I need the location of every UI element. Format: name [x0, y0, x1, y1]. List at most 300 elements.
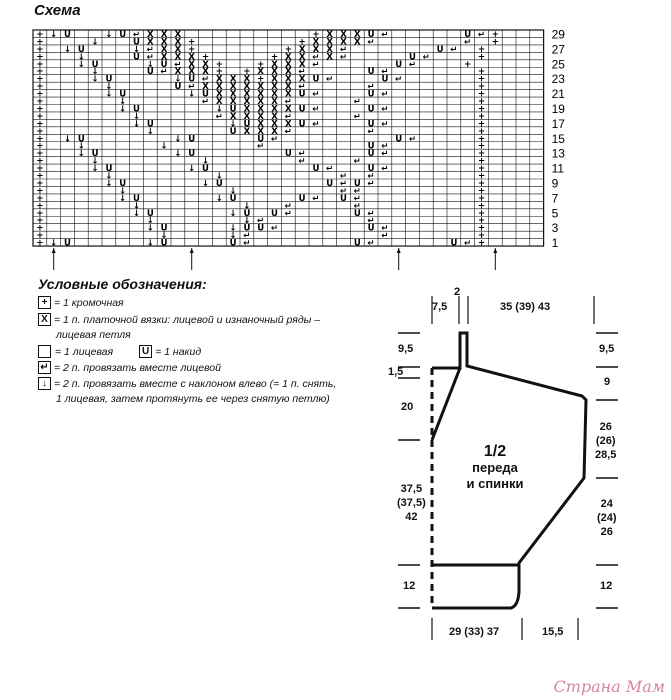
chart-cell-symbol: ↓: [174, 134, 182, 145]
chart-cell-symbol: +: [477, 89, 486, 100]
chart-cell-symbol: ↓: [215, 104, 223, 115]
legend-item-ssk-cont: [56, 393, 330, 405]
chart-cell-symbol: ↵: [326, 164, 334, 175]
chart-cell-symbol: +: [477, 104, 486, 115]
chart-cell-symbol: ↓: [91, 37, 99, 48]
chart-cell-symbol: ↵: [270, 223, 279, 234]
chart-cell-symbol: +: [36, 208, 44, 219]
chart-cell-symbol: ↓: [50, 238, 58, 249]
row-number: 29: [551, 27, 565, 42]
chart-cell-symbol: ↓: [201, 156, 210, 167]
chart-cell-symbol: ↵: [174, 59, 182, 70]
dim-right-3: 26 (26) 28,5: [595, 421, 617, 461]
chart-cell-symbol: X: [285, 59, 292, 70]
chart-cell-symbol: ↓: [146, 238, 154, 249]
row-number: 15: [551, 131, 565, 146]
chart-cell-symbol: +: [477, 44, 486, 55]
chart-cell-symbol: U: [133, 52, 140, 63]
chart-cell-symbol: +: [36, 37, 44, 48]
chart-cell-symbol: +: [36, 29, 44, 40]
chart-cell-symbol: U: [77, 134, 85, 145]
row-number: 23: [551, 72, 565, 87]
chart-cell-symbol: U: [257, 134, 265, 145]
chart-cell-symbol: +: [477, 111, 486, 122]
repeat-arrow: [493, 248, 497, 253]
chart-cell-symbol: U: [367, 164, 375, 175]
chart-cell-symbol: U: [133, 193, 140, 204]
chart-cell-symbol: X: [285, 74, 292, 85]
chart-cell-symbol: ↵: [284, 97, 292, 107]
chart-cell-symbol: ↓: [91, 156, 99, 167]
chart-cell-symbol: X: [257, 119, 264, 130]
chart-cell-symbol: +: [36, 156, 44, 167]
chart-cell-symbol: X: [285, 104, 292, 115]
chart-cell-symbol: X: [147, 29, 154, 40]
knit-stitch-symbol: [38, 345, 51, 358]
chart-cell-symbol: X: [243, 74, 251, 85]
chart-cell-symbol: ↵: [353, 193, 361, 204]
chart-cell-symbol: +: [477, 164, 486, 175]
chart-cell-symbol: ↵: [381, 149, 389, 160]
chart-cell-symbol: ↓: [215, 171, 223, 182]
chart-cell-symbol: ↓: [119, 186, 127, 197]
chart-cell-symbol: ↵: [298, 82, 306, 93]
chart-cell-symbol: +: [36, 74, 44, 85]
chart-cell-symbol: U: [298, 104, 306, 115]
legend-item-knit: [38, 345, 201, 358]
chart-cell-symbol: U: [105, 164, 113, 175]
chart-cell-symbol: ↵: [270, 134, 279, 145]
chart-cell-symbol: X: [271, 97, 278, 107]
piece-name-2: и спинки: [466, 476, 524, 491]
row-number: 21: [551, 87, 565, 102]
chart-cell-symbol: X: [160, 52, 168, 63]
chart-cell-symbol: X: [271, 126, 278, 137]
chart-cell-symbol: +: [477, 67, 486, 78]
chart-cell-symbol: ↓: [160, 141, 168, 152]
chart-cell-symbol: ↵: [381, 223, 389, 234]
chart-cell-symbol: ↵: [381, 231, 389, 242]
repeat-arrow: [52, 248, 56, 253]
chart-cell-symbol: X: [243, 82, 251, 93]
chart-cell-symbol: +: [36, 97, 44, 107]
chart-cell-symbol: X: [174, 52, 182, 63]
chart-cell-symbol: ↓: [243, 216, 251, 227]
chart-cell-symbol: X: [188, 67, 195, 78]
dim-top-strap: 2: [454, 286, 461, 298]
chart-cell-symbol: X: [147, 37, 154, 48]
legend-text: 1 лицевая, затем протянуть ее через снятую петлю): [56, 393, 330, 405]
chart-cell-symbol: +: [36, 134, 44, 145]
chart-cell-symbol: X: [271, 74, 278, 85]
chart-cell-symbol: ↵: [284, 111, 292, 122]
chart-cell-symbol: ↓: [146, 223, 154, 234]
chart-cell-symbol: X: [298, 74, 306, 85]
knitting-chart: [0, 0, 671, 275]
chart-cell-symbol: ↓: [91, 67, 99, 78]
chart-cell-symbol: ↵: [395, 74, 403, 85]
chart-cell-symbol: U: [119, 89, 127, 100]
chart-cell-symbol: U: [215, 178, 223, 189]
chart-cell-symbol: +: [36, 201, 44, 212]
chart-cell-symbol: ↵: [450, 44, 458, 55]
chart-cell-symbol: ↓: [188, 164, 196, 175]
chart-cell-symbol: U: [409, 52, 416, 63]
k2tog-symbol: ↵: [38, 361, 51, 374]
chart-cell-symbol: X: [298, 59, 306, 70]
chart-cell-symbol: ↵: [339, 186, 348, 197]
chart-cell-symbol: ↓: [229, 223, 237, 234]
chart-cell-symbol: ↵: [353, 111, 361, 122]
chart-cell-symbol: ↵: [367, 171, 375, 182]
chart-cell-symbol: X: [188, 59, 195, 70]
row-number: 27: [551, 42, 565, 57]
chart-cell-symbol: ↵: [201, 97, 210, 107]
chart-cell-symbol: X: [160, 44, 168, 55]
chart-cell-symbol: X: [354, 29, 361, 40]
chart-cell-symbol: ↵: [353, 97, 361, 107]
chart-cell-symbol: ↓: [63, 134, 72, 145]
chart-cell-symbol: X: [216, 89, 223, 100]
chart-cell-symbol: ↵: [367, 126, 375, 137]
chart-cell-symbol: X: [243, 97, 251, 107]
dim-left-4: 37,5 (37,5) 42: [397, 483, 426, 523]
chart-cell-symbol: X: [312, 44, 320, 55]
chart-cell-symbol: +: [477, 238, 486, 249]
chart-cell-symbol: X: [271, 59, 278, 70]
chart-cell-symbol: X: [257, 89, 264, 100]
chart-cell-symbol: ↓: [77, 149, 85, 160]
chart-cell-symbol: ↵: [367, 238, 375, 249]
chart-cell-symbol: U: [119, 178, 127, 189]
chart-cell-symbol: U: [257, 223, 265, 234]
chart-cell-symbol: ↵: [326, 74, 334, 85]
chart-cell-symbol: ↓: [91, 74, 99, 85]
legend-text: = 1 накид: [155, 345, 202, 358]
chart-cell-symbol: ↓: [105, 29, 113, 40]
chart-cell-symbol: ↓: [63, 44, 72, 55]
chart-cell-symbol: +: [36, 104, 44, 115]
chart-cell-symbol: ↵: [298, 67, 306, 78]
legend-text: = 2 п. провязать вместе с наклоном влево (= 1 п. снять,: [54, 377, 337, 390]
chart-cell-symbol: +: [477, 208, 486, 219]
chart-cell-symbol: U: [243, 208, 251, 219]
repeat-arrow: [397, 248, 401, 253]
chart-cell-symbol: +: [36, 223, 44, 234]
chart-cell-symbol: ↵: [381, 119, 389, 130]
chart-cell-symbol: U: [367, 223, 375, 234]
chart-cell-symbol: U: [243, 223, 251, 234]
row-number: 3: [551, 221, 559, 236]
chart-cell-symbol: ↓: [215, 193, 223, 204]
chart-cell-symbol: X: [216, 82, 223, 93]
chart-cell-symbol: +: [36, 59, 44, 70]
chart-cell-symbol: X: [285, 119, 292, 130]
chart-cell-symbol: X: [271, 82, 278, 93]
chart-cell-symbol: +: [477, 126, 486, 137]
chart-cell-symbol: +: [188, 37, 196, 48]
chart-cell-symbol: U: [91, 149, 99, 160]
chart-cell-symbol: ↵: [408, 134, 417, 145]
chart-cell-symbol: U: [188, 149, 196, 160]
chart-cell-symbol: ↓: [146, 59, 154, 70]
legend-text: = 1 кромочная: [54, 296, 124, 309]
chart-cell-symbol: +: [477, 74, 486, 85]
dim-right-2: 9: [604, 376, 611, 388]
chart-cell-symbol: U: [133, 37, 140, 48]
chart-cell-symbol: +: [312, 29, 320, 40]
chart-cell-symbol: U: [160, 59, 168, 70]
legend-title: Условные обозначения:: [38, 276, 207, 292]
chart-cell-symbol: +: [36, 216, 44, 227]
dim-bottom-sleeve: 15,5: [542, 626, 564, 638]
chart-cell-symbol: +: [36, 82, 44, 93]
chart-cell-symbol: ↓: [105, 178, 113, 189]
chart-cell-symbol: U: [229, 104, 237, 115]
chart-cell-symbol: +: [36, 126, 44, 137]
chart-cell-symbol: +: [201, 52, 210, 63]
chart-cell-symbol: ↵: [381, 89, 389, 100]
chart-cell-symbol: X: [243, 104, 251, 115]
piece-name-1: переда: [472, 460, 518, 475]
chart-cell-symbol: ↓: [132, 44, 141, 55]
row-number: 1: [551, 236, 559, 251]
chart-cell-symbol: ↵: [339, 178, 348, 189]
chart-cell-symbol: ↵: [464, 37, 472, 48]
chart-cell-symbol: ↓: [146, 126, 154, 137]
chart-cell-symbol: X: [285, 89, 292, 100]
chart-cell-symbol: U: [450, 238, 458, 249]
chart-cell-symbol: ↵: [464, 238, 472, 249]
chart-cell-symbol: U: [160, 223, 168, 234]
chart-cell-symbol: +: [477, 149, 486, 160]
chart-cell-symbol: X: [174, 37, 182, 48]
chart-cell-symbol: ↵: [284, 201, 292, 212]
dim-left-3: 20: [401, 401, 414, 413]
chart-cell-symbol: U: [202, 164, 209, 175]
chart-cell-symbol: U: [464, 29, 472, 40]
chart-cell-symbol: ↵: [381, 67, 389, 78]
chart-cell-symbol: +: [36, 186, 44, 197]
chart-cell-symbol: +: [477, 119, 486, 130]
chart-cell-symbol: ↓: [174, 149, 182, 160]
chart-cell-symbol: U: [160, 238, 168, 249]
chart-cell-symbol: ↵: [312, 89, 320, 100]
chart-cell-symbol: U: [229, 238, 237, 249]
chart-cell-symbol: X: [326, 37, 333, 48]
chart-cell-symbol: ↵: [339, 52, 348, 63]
chart-cell-symbol: ↵: [312, 52, 320, 63]
legend-text: = 1 лицевая: [55, 345, 114, 358]
chart-cell-symbol: ↓: [132, 208, 141, 219]
chart-cell-symbol: +: [284, 44, 292, 55]
row-number: 19: [551, 101, 565, 116]
chart-cell-symbol: U: [188, 74, 196, 85]
chart-cell-symbol: +: [257, 74, 265, 85]
chart-cell-symbol: X: [285, 52, 292, 63]
chart-cell-symbol: X: [354, 37, 361, 48]
chart-cell-symbol: ↵: [312, 104, 320, 115]
chart-cell-symbol: ↵: [367, 82, 375, 93]
chart-cell-symbol: U: [188, 134, 196, 145]
chart-cell-symbol: ↵: [215, 111, 223, 122]
row-number: 7: [551, 191, 559, 206]
chart-cell-symbol: ↵: [367, 37, 375, 48]
chart-cell-symbol: ↓: [243, 201, 251, 212]
dim-left-5: 12: [403, 580, 416, 592]
legend-text: лицевая петля: [56, 329, 131, 341]
chart-cell-symbol: X: [271, 119, 278, 130]
chart-cell-symbol: U: [312, 164, 320, 175]
chart-cell-symbol: ↵: [422, 52, 430, 63]
chart-cell-symbol: X: [257, 82, 264, 93]
yarn-over-symbol: U: [139, 345, 152, 358]
chart-cell-symbol: +: [477, 82, 486, 93]
chart-cell-symbol: +: [36, 164, 44, 175]
chart-cell-symbol: U: [243, 119, 251, 130]
chart-cell-symbol: +: [36, 231, 44, 242]
row-number: 17: [551, 116, 565, 131]
chart-cell-symbol: U: [340, 193, 347, 204]
chart-cell-symbol: ↓: [119, 97, 127, 107]
chart-cell-symbol: ↓: [201, 178, 210, 189]
chart-cell-symbol: ↓: [119, 193, 127, 204]
chart-cell-symbol: U: [298, 89, 306, 100]
chart-cell-symbol: ↵: [298, 149, 306, 160]
chart-cell-symbol: ↓: [188, 89, 196, 100]
chart-cell-symbol: U: [367, 119, 375, 130]
chart-cell-symbol: U: [367, 29, 375, 40]
chart-cell-symbol: +: [270, 52, 279, 63]
chart-cell-symbol: X: [271, 67, 278, 78]
chart-cell-symbol: +: [36, 238, 44, 249]
chart-cell-symbol: X: [257, 111, 264, 122]
chart-cell-symbol: X: [271, 104, 278, 115]
chart-cell-symbol: X: [202, 82, 209, 93]
chart-cell-symbol: +: [36, 171, 44, 182]
dim-top-width: 35 (39) 43: [500, 301, 551, 313]
legend-text: = 1 п. платочной вязки: лицевой и изнаночный ряды –: [54, 313, 321, 326]
chart-cell-symbol: +: [477, 52, 486, 63]
chart-cell-symbol: U: [312, 74, 320, 85]
chart-cell-symbol: X: [326, 44, 333, 55]
chart-cell-symbol: ↵: [353, 156, 361, 167]
chart-cell-symbol: ↵: [160, 67, 168, 78]
piece-fraction: 1/2: [483, 443, 507, 460]
chart-cell-symbol: U: [119, 29, 127, 40]
chart-cell-symbol: X: [257, 67, 264, 78]
chart-cell-symbol: U: [298, 193, 306, 204]
chart-cell-symbol: U: [395, 134, 403, 145]
chart-cell-symbol: X: [174, 44, 182, 55]
dim-left-2: 1,5: [388, 366, 404, 378]
chart-cell-symbol: U: [367, 89, 375, 100]
chart-cell-symbol: X: [243, 111, 251, 122]
chart-cell-symbol: ↵: [257, 216, 265, 227]
chart-cell-symbol: +: [477, 193, 486, 204]
row-number: 11: [551, 161, 565, 176]
chart-cell-symbol: X: [298, 44, 306, 55]
chart-cell-symbol: +: [477, 97, 486, 107]
chart-cell-symbol: X: [229, 111, 237, 122]
chart-cell-symbol: X: [257, 126, 264, 137]
chart-cell-symbol: ↓: [91, 164, 99, 175]
chart-cell-symbol: U: [367, 141, 375, 152]
chart-cell-symbol: ↓: [146, 216, 154, 227]
chart-cell-symbol: ↵: [298, 156, 306, 167]
repeat-arrow: [190, 248, 194, 253]
chart-cell-symbol: U: [367, 67, 375, 78]
legend-item-edge: [38, 296, 124, 309]
piece-label: [455, 444, 535, 492]
chart-cell-symbol: ↵: [408, 59, 417, 70]
chart-cell-symbol: U: [395, 59, 403, 70]
watermark-logo: Страна Мам: [553, 677, 665, 696]
chart-cell-symbol: ↵: [367, 178, 375, 189]
chart-cell-symbol: U: [105, 74, 113, 85]
chart-title: Схема: [34, 2, 81, 19]
chart-cell-symbol: U: [436, 44, 444, 55]
legend-text: = 2 п. провязать вместе лицевой: [54, 361, 221, 374]
chart-cell-symbol: +: [477, 171, 486, 182]
chart-cell-symbol: ↓: [174, 74, 182, 85]
chart-cell-symbol: +: [188, 44, 196, 55]
chart-cell-symbol: ↵: [353, 201, 361, 212]
dim-right-4: 24 (24) 26: [597, 498, 617, 538]
chart-cell-symbol: U: [91, 59, 99, 70]
chart-cell-symbol: U: [381, 74, 389, 85]
chart-cell-symbol: U: [298, 119, 306, 130]
chart-cell-symbol: ↵: [146, 52, 154, 63]
chart-cell-symbol: +: [491, 37, 499, 48]
chart-cell-symbol: ↓: [229, 231, 237, 242]
chart-cell-symbol: +: [36, 149, 44, 160]
chart-cell-symbol: ↵: [188, 82, 196, 93]
chart-cell-symbol: X: [188, 52, 195, 63]
chart-cell-symbol: ↵: [132, 29, 141, 40]
chart-cell-symbol: X: [216, 74, 223, 85]
edge-stitch-symbol: +: [38, 296, 51, 309]
chart-cell-symbol: ↵: [477, 29, 486, 40]
chart-cell-symbol: +: [257, 59, 265, 70]
chart-cell-symbol: U: [133, 104, 140, 115]
chart-cell-symbol: ↓: [50, 29, 58, 40]
chart-cell-symbol: U: [353, 208, 361, 219]
chart-cell-symbol: ↵: [243, 238, 251, 249]
chart-cell-symbol: ↵: [312, 193, 320, 204]
chart-cell-symbol: ↓: [77, 52, 85, 63]
chart-cell-symbol: U: [353, 178, 361, 189]
chart-cell-symbol: ↵: [367, 208, 375, 219]
chart-cell-symbol: ↵: [312, 59, 320, 70]
chart-cell-symbol: U: [367, 149, 375, 160]
chart-cell-symbol: X: [340, 29, 347, 40]
chart-cell-symbol: U: [64, 29, 71, 40]
chart-cell-symbol: ↓: [160, 231, 168, 242]
chart-cell-symbol: X: [202, 67, 209, 78]
dim-top-neck: 7,5: [432, 301, 448, 313]
chart-cell-symbol: X: [298, 52, 306, 63]
chart-cell-symbol: ↵: [339, 171, 348, 182]
chart-cell-symbol: +: [36, 111, 44, 122]
chart-cell-symbol: ↓: [105, 89, 113, 100]
chart-cell-symbol: ↓: [229, 186, 237, 197]
chart-cell-symbol: U: [229, 193, 237, 204]
chart-cell-symbol: X: [243, 126, 251, 137]
chart-cell-symbol: +: [36, 44, 44, 55]
chart-cell-symbol: U: [146, 67, 154, 78]
chart-cell-symbol: X: [229, 97, 237, 107]
